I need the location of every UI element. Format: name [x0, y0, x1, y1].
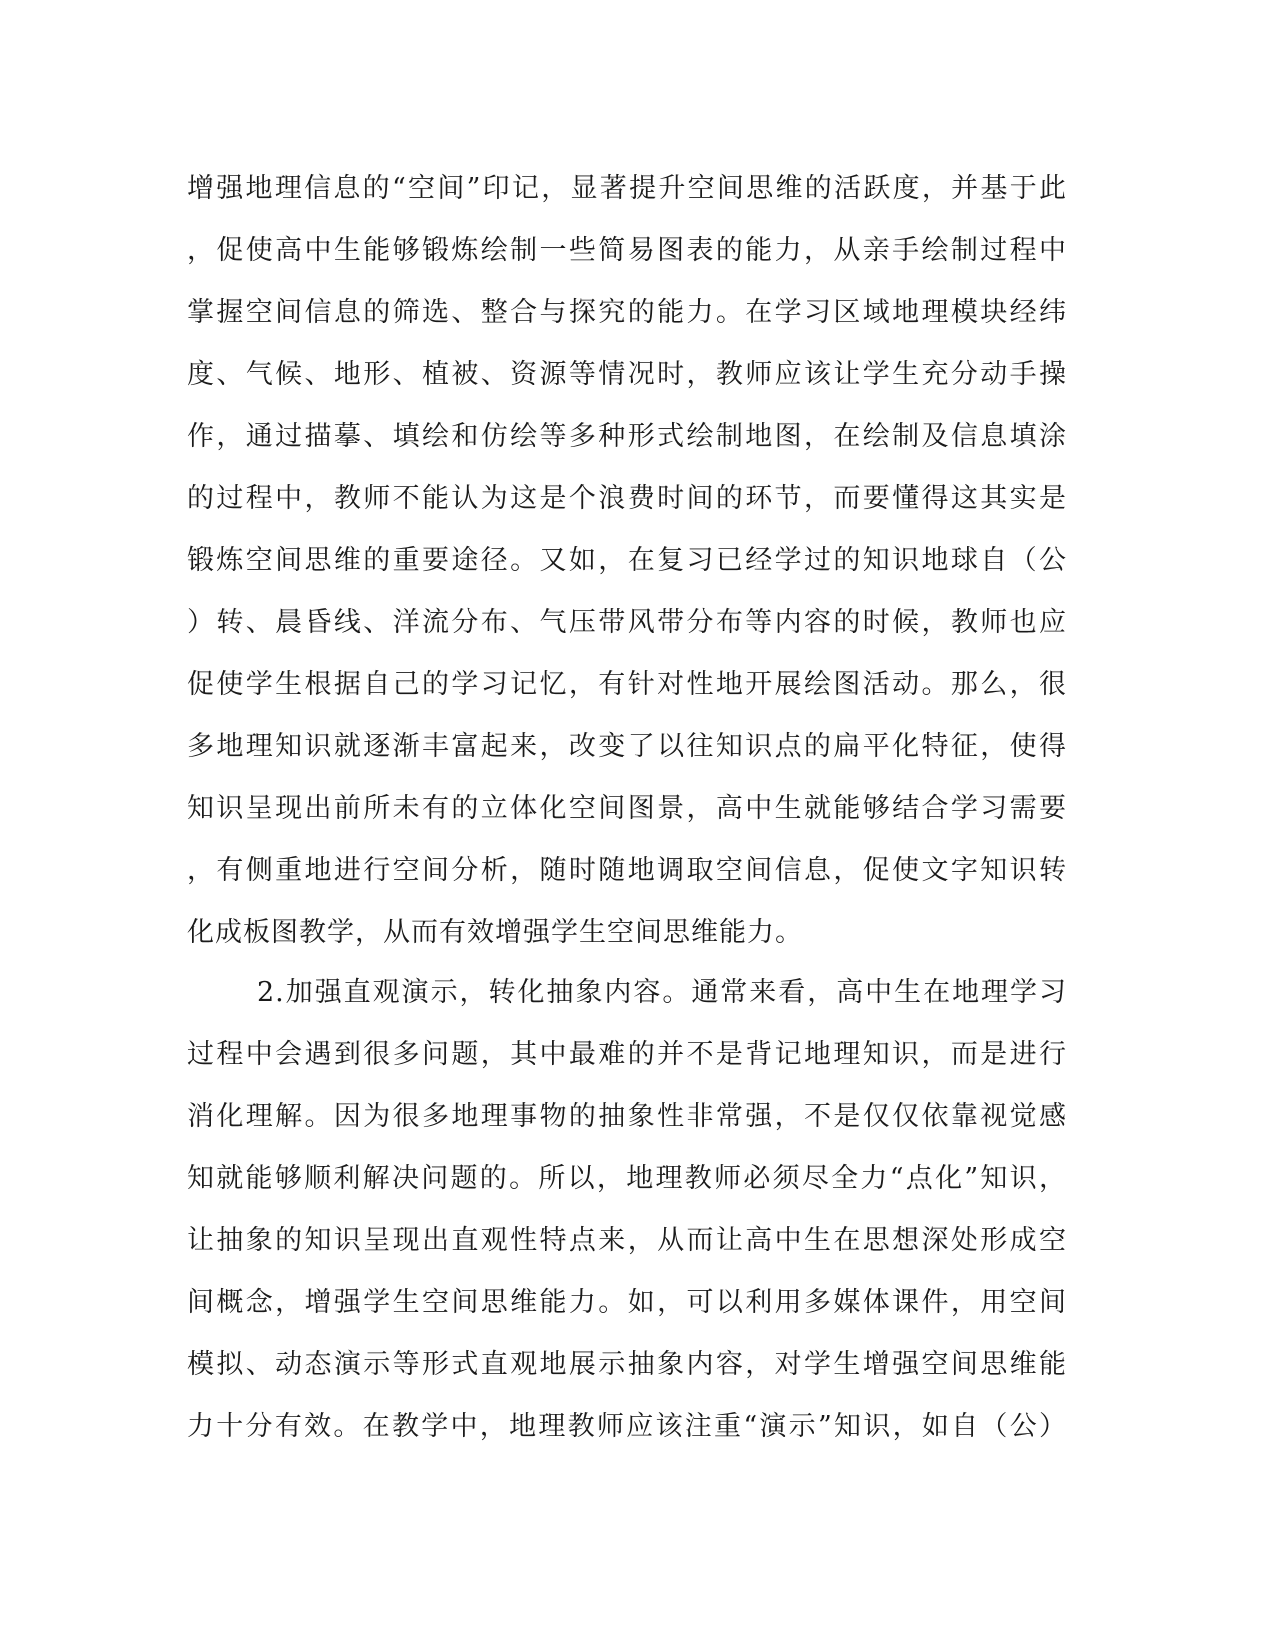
paragraph-line: 过程中会遇到很多问题，其中最难的并不是背记地理知识，而是进行: [187, 1039, 1067, 1070]
paragraph-line: 促使学生根据自己的学习记忆，有针对性地开展绘图活动。那么，很: [187, 669, 1067, 700]
paragraph-line: ，有侧重地进行空间分析，随时随地调取空间信息，促使文字知识转: [187, 855, 1067, 886]
paragraph-2: [187, 962, 1067, 1458]
paragraph-line: 力十分有效。在教学中，地理教师应该注重“演示”知识，如自（公）: [187, 1411, 1067, 1442]
paragraph-line: 掌握空间信息的筛选、整合与探究的能力。在学习区域地理模块经纬: [187, 297, 1067, 328]
paragraph-line: ）转、晨昏线、洋流分布、气压带风带分布等内容的时候，教师也应: [187, 607, 1067, 638]
paragraph-line: 增强地理信息的“空间”印记，显著提升空间思维的活跃度，并基于此: [187, 173, 1067, 204]
paragraph-line: 知识呈现出前所未有的立体化空间图景，高中生就能够结合学习需要: [187, 793, 1067, 824]
paragraph-line: 间概念，增强学生空间思维能力。如，可以利用多媒体课件，用空间: [187, 1287, 1067, 1318]
paragraph-line: 度、气候、地形、植被、资源等情况时，教师应该让学生充分动手操: [187, 359, 1067, 390]
paragraph-line: 的过程中，教师不能认为这是个浪费时间的环节，而要懂得这其实是: [187, 483, 1067, 514]
paragraph-line: 多地理知识就逐渐丰富起来，改变了以往知识点的扁平化特征，使得: [187, 731, 1067, 762]
paragraph-line: 锻炼空间思维的重要途径。又如，在复习已经学过的知识地球自（公: [187, 545, 1067, 576]
paragraph-line: 知就能够顺利解决问题的。所以，地理教师必须尽全力“点化”知识，: [187, 1163, 1067, 1194]
paragraph-line: 模拟、动态演示等形式直观地展示抽象内容，对学生增强空间思维能: [187, 1349, 1067, 1380]
paragraph-line: ，促使高中生能够锻炼绘制一些简易图表的能力，从亲手绘制过程中: [187, 235, 1067, 266]
paragraph-1: [187, 158, 1067, 964]
paragraph-line: 让抽象的知识呈现出直观性特点来，从而让高中生在思想深处形成空: [187, 1225, 1067, 1256]
paragraph-line: 2.加强直观演示，转化抽象内容。通常来看，高中生在地理学习: [257, 977, 1067, 1008]
paragraph-line: 消化理解。因为很多地理事物的抽象性非常强，不是仅仅依靠视觉感: [187, 1101, 1067, 1132]
paragraph-line: 化成板图教学，从而有效增强学生空间思维能力。: [187, 917, 803, 948]
paragraph-line: 作，通过描摹、填绘和仿绘等多种形式绘制地图，在绘制及信息填涂: [187, 421, 1067, 452]
